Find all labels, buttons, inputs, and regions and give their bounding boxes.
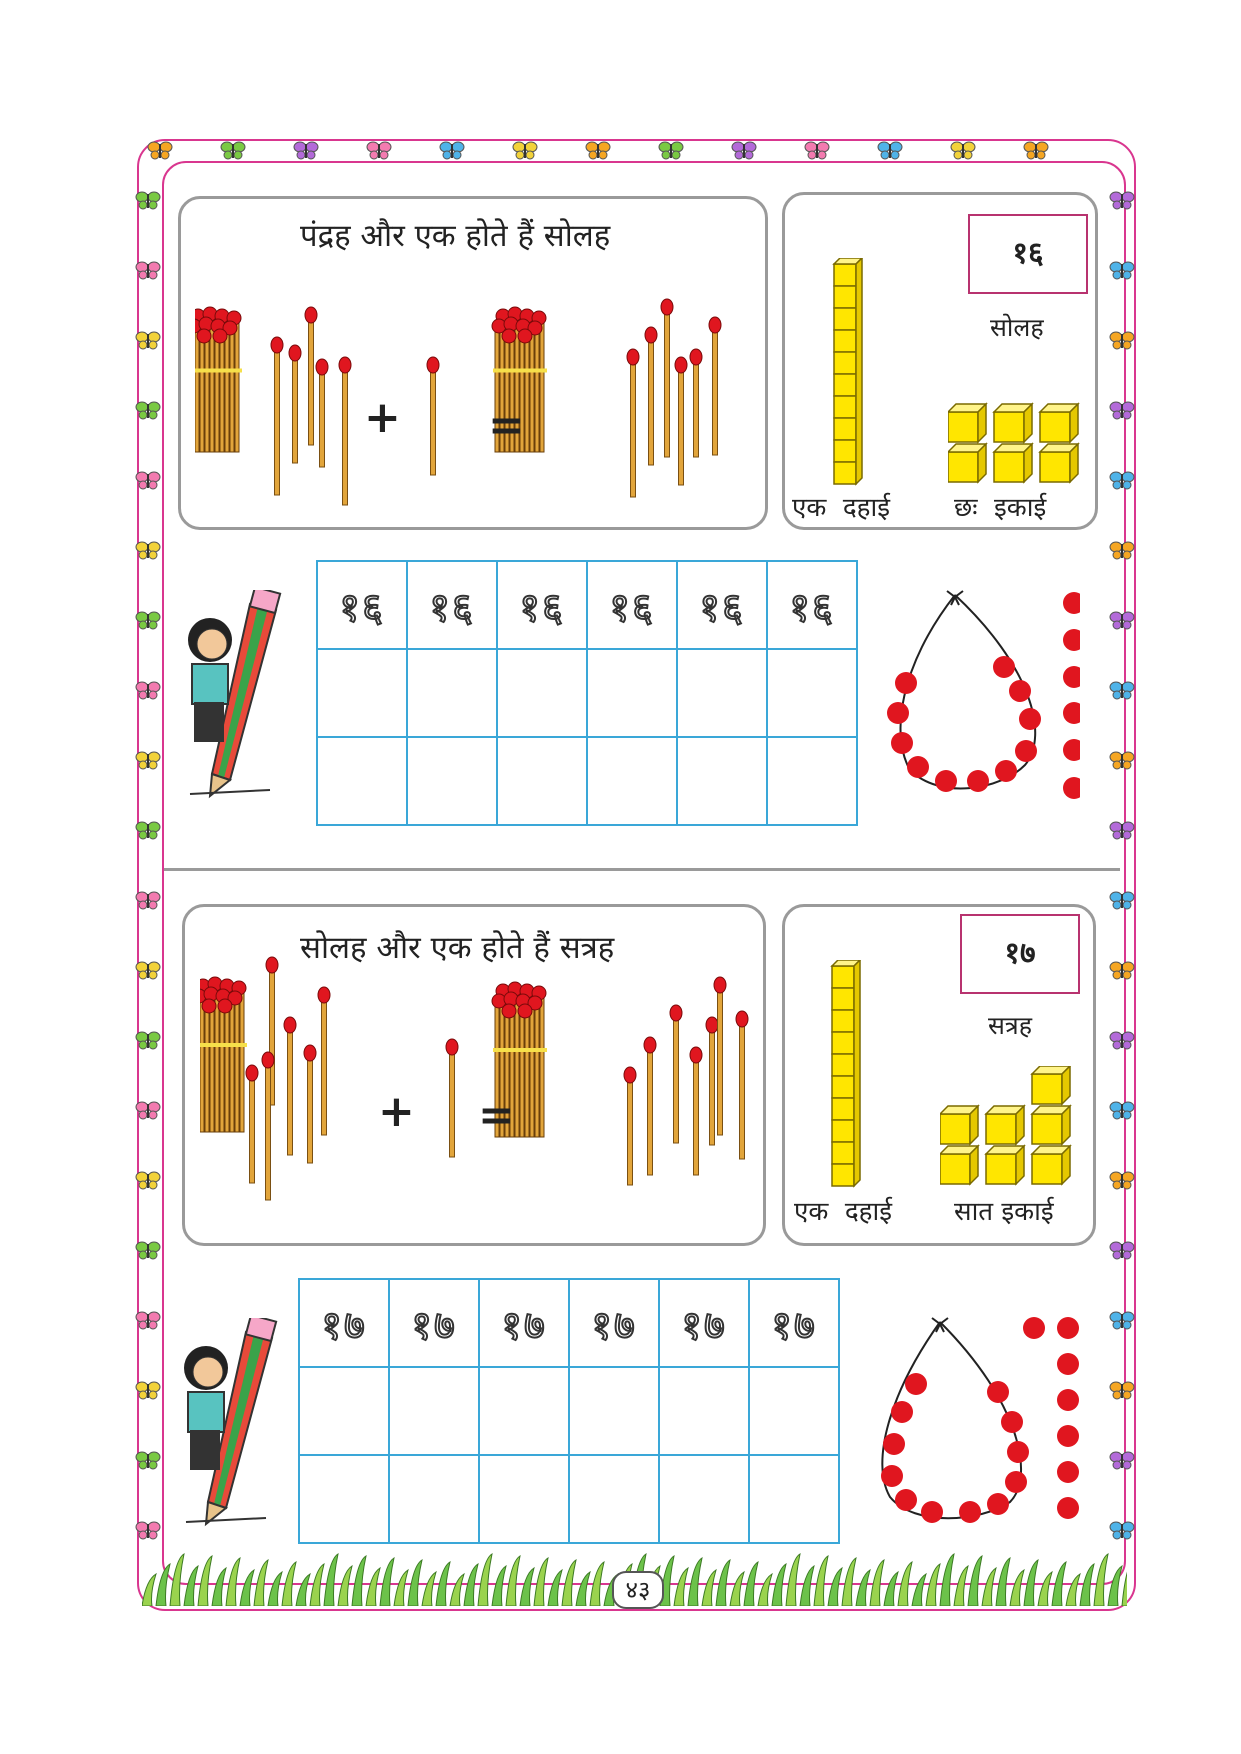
write-cell[interactable] bbox=[659, 1455, 749, 1543]
write-cell[interactable] bbox=[299, 1367, 389, 1455]
butterfly-icon bbox=[221, 142, 245, 159]
butterfly-icon bbox=[136, 332, 160, 349]
section1-girl-with-pencil bbox=[180, 590, 300, 800]
bead bbox=[891, 1401, 913, 1423]
butterfly-icon bbox=[513, 142, 537, 159]
section2-ten-rod bbox=[826, 960, 866, 1192]
write-cell[interactable] bbox=[389, 1455, 479, 1543]
write-cell[interactable] bbox=[389, 1367, 479, 1455]
butterfly-icon bbox=[732, 142, 756, 159]
butterfly-icon bbox=[1110, 962, 1134, 979]
matchstick bbox=[304, 1045, 316, 1163]
butterfly-icon bbox=[1110, 1522, 1134, 1539]
section2-number-word: सत्रह bbox=[988, 1011, 1032, 1040]
unit-cube bbox=[940, 1106, 978, 1144]
section1-loose-left bbox=[271, 307, 351, 505]
write-cell[interactable] bbox=[767, 649, 857, 737]
write-cell[interactable] bbox=[677, 649, 767, 737]
unit-cube bbox=[986, 1146, 1024, 1184]
section1-bundle-left bbox=[195, 307, 242, 452]
bead bbox=[883, 1433, 905, 1455]
write-cell[interactable] bbox=[497, 737, 587, 825]
traced-number: १७ bbox=[771, 1302, 817, 1349]
matchstick bbox=[661, 299, 673, 457]
matchstick-bundle bbox=[200, 977, 247, 1132]
butterfly-icon bbox=[1110, 192, 1134, 209]
butterfly-icon bbox=[1110, 1032, 1134, 1049]
butterfly-icon bbox=[136, 752, 160, 769]
butterfly-icon bbox=[136, 962, 160, 979]
butterfly-icon bbox=[367, 142, 391, 159]
butterfly-icon bbox=[586, 142, 610, 159]
write-cell[interactable] bbox=[659, 1367, 749, 1455]
butterfly-icon bbox=[1110, 1242, 1134, 1259]
butterfly-icon bbox=[136, 402, 160, 419]
write-cell[interactable] bbox=[479, 1455, 569, 1543]
matchstick-bundle bbox=[195, 307, 242, 452]
section1-matchsticks bbox=[195, 285, 755, 515]
bead bbox=[995, 760, 1017, 782]
butterfly-icon bbox=[136, 612, 160, 629]
butterfly-icon bbox=[1110, 612, 1134, 629]
matchstick bbox=[690, 349, 702, 457]
loose-bead bbox=[1023, 1317, 1045, 1339]
unit-cube bbox=[1032, 1146, 1070, 1184]
write-cell[interactable] bbox=[497, 649, 587, 737]
traced-number: १७ bbox=[321, 1302, 367, 1349]
bead bbox=[895, 1489, 917, 1511]
trace-cell bbox=[749, 1279, 839, 1367]
loose-bead bbox=[1057, 1425, 1079, 1447]
butterfly-icon bbox=[136, 682, 160, 699]
write-cell[interactable] bbox=[569, 1367, 659, 1455]
write-cell[interactable] bbox=[317, 737, 407, 825]
matchstick bbox=[645, 327, 657, 465]
matchstick bbox=[706, 1017, 718, 1145]
section2-loose-left bbox=[246, 957, 330, 1200]
traced-number: १७ bbox=[501, 1302, 547, 1349]
write-cell[interactable] bbox=[569, 1455, 659, 1543]
traced-number: १७ bbox=[411, 1302, 457, 1349]
bead bbox=[1005, 1471, 1027, 1493]
section2-tens-label: एक दहाई bbox=[794, 1197, 892, 1227]
traced-number: १६ bbox=[339, 584, 385, 631]
butterfly-icon bbox=[136, 1032, 160, 1049]
section2-single-stick bbox=[446, 1039, 458, 1157]
write-cell[interactable] bbox=[587, 649, 677, 737]
traced-number: १६ bbox=[609, 584, 655, 631]
bead bbox=[1001, 1411, 1023, 1433]
trace-cell bbox=[767, 561, 857, 649]
write-cell[interactable] bbox=[479, 1367, 569, 1455]
section1-loose-right bbox=[627, 299, 721, 497]
matchstick bbox=[709, 317, 721, 455]
bead bbox=[907, 756, 929, 778]
matchstick bbox=[316, 359, 328, 467]
section1-number-word: सोलह bbox=[990, 313, 1044, 342]
bead bbox=[987, 1381, 1009, 1403]
unit-cube bbox=[1040, 444, 1078, 482]
section2-ones-label: सात इकाई bbox=[954, 1197, 1054, 1227]
write-cell[interactable] bbox=[299, 1455, 389, 1543]
unit-cube bbox=[994, 444, 1032, 482]
trace-cell bbox=[479, 1279, 569, 1367]
matchstick bbox=[624, 1067, 636, 1185]
section-divider bbox=[164, 868, 1120, 871]
traced-number: १७ bbox=[591, 1302, 637, 1349]
section1-unit-cubes bbox=[948, 400, 1088, 484]
butterfly-icon bbox=[1110, 472, 1134, 489]
butterfly-icon bbox=[1024, 142, 1048, 159]
section1-ones-label: छः इकाई bbox=[954, 493, 1047, 523]
bead bbox=[967, 770, 989, 792]
butterfly-icon bbox=[136, 1102, 160, 1119]
butterfly-icon bbox=[136, 472, 160, 489]
butterfly-icon bbox=[136, 892, 160, 909]
bead bbox=[935, 770, 957, 792]
section2-bead-necklace bbox=[870, 1312, 1090, 1534]
butterfly-icon bbox=[805, 142, 829, 159]
matchstick bbox=[284, 1017, 296, 1155]
loose-bead bbox=[1063, 777, 1080, 799]
bead bbox=[921, 1501, 943, 1523]
section2-loose-right bbox=[624, 977, 748, 1185]
bead bbox=[987, 1493, 1009, 1515]
bead bbox=[881, 1465, 903, 1487]
butterfly-icon bbox=[1110, 542, 1134, 559]
trace-cell bbox=[659, 1279, 749, 1367]
section1-tens-label: एक दहाई bbox=[792, 493, 890, 523]
unit-cube bbox=[1040, 404, 1078, 442]
section2-girl-with-pencil bbox=[176, 1318, 296, 1528]
loose-bead bbox=[1057, 1389, 1079, 1411]
butterfly-icon bbox=[1110, 1382, 1134, 1399]
section1-equals: = bbox=[488, 400, 525, 451]
butterfly-icon bbox=[136, 1312, 160, 1329]
loose-bead bbox=[1063, 592, 1080, 614]
loose-bead bbox=[1057, 1461, 1079, 1483]
loose-bead bbox=[1057, 1497, 1079, 1519]
butterfly-icon bbox=[1110, 892, 1134, 909]
section1-ten-rod bbox=[828, 258, 868, 490]
traced-number: १७ bbox=[681, 1302, 727, 1349]
butterfly-icon bbox=[1110, 1102, 1134, 1119]
loose-bead bbox=[1063, 666, 1080, 688]
butterfly-icon bbox=[951, 142, 975, 159]
butterfly-icon bbox=[659, 142, 683, 159]
write-cell[interactable] bbox=[587, 737, 677, 825]
trace-cell bbox=[317, 561, 407, 649]
matchstick bbox=[446, 1039, 458, 1157]
trace-cell bbox=[497, 561, 587, 649]
butterfly-icon bbox=[878, 142, 902, 159]
loose-bead bbox=[1057, 1353, 1079, 1375]
butterfly-icon bbox=[136, 1452, 160, 1469]
matchstick bbox=[271, 337, 283, 495]
butterfly-icon bbox=[136, 542, 160, 559]
matchstick bbox=[318, 987, 330, 1135]
write-cell[interactable] bbox=[677, 737, 767, 825]
bead bbox=[959, 1501, 981, 1523]
bead bbox=[1007, 1441, 1029, 1463]
page-number: ४३ bbox=[612, 1571, 664, 1609]
traced-number: १६ bbox=[789, 584, 835, 631]
trace-cell bbox=[569, 1279, 659, 1367]
write-cell[interactable] bbox=[767, 737, 857, 825]
trace-cell bbox=[587, 561, 677, 649]
butterfly-icon bbox=[148, 142, 172, 159]
bead bbox=[1019, 708, 1041, 730]
matchstick bbox=[627, 349, 639, 497]
trace-cell bbox=[407, 561, 497, 649]
loose-bead bbox=[1063, 739, 1080, 761]
section1-tracing-grid bbox=[316, 560, 858, 826]
write-cell[interactable] bbox=[407, 649, 497, 737]
matchstick bbox=[427, 357, 439, 475]
unit-cube bbox=[940, 1146, 978, 1184]
matchstick bbox=[644, 1037, 656, 1175]
traced-number: १६ bbox=[519, 584, 565, 631]
loose-bead bbox=[1063, 702, 1080, 724]
trace-cell bbox=[677, 561, 767, 649]
butterfly-icon bbox=[294, 142, 318, 159]
butterfly-icon bbox=[1110, 1312, 1134, 1329]
section2-bundle-left bbox=[200, 977, 247, 1132]
matchstick bbox=[289, 345, 301, 463]
write-cell[interactable] bbox=[749, 1455, 839, 1543]
unit-cube bbox=[986, 1106, 1024, 1144]
loose-bead bbox=[1063, 629, 1080, 651]
section2-title: सोलह और एक होते हैं सत्रह bbox=[300, 930, 615, 966]
matchstick bbox=[714, 977, 726, 1135]
butterfly-icon bbox=[1110, 332, 1134, 349]
matchstick bbox=[305, 307, 317, 445]
butterfly-icon bbox=[1110, 1172, 1134, 1189]
section2-plus: + bbox=[378, 1086, 415, 1137]
bead bbox=[905, 1373, 927, 1395]
bead bbox=[1015, 740, 1037, 762]
butterfly-icon bbox=[136, 1172, 160, 1189]
matchstick bbox=[736, 1011, 748, 1159]
section2-equals: = bbox=[478, 1090, 515, 1141]
bead bbox=[1009, 680, 1031, 702]
butterfly-icon bbox=[136, 192, 160, 209]
write-cell[interactable] bbox=[749, 1367, 839, 1455]
matchstick bbox=[670, 1005, 682, 1143]
section2-tracing-grid bbox=[298, 1278, 840, 1544]
bead bbox=[993, 656, 1015, 678]
unit-cube bbox=[1032, 1066, 1070, 1104]
butterfly-icon bbox=[1110, 262, 1134, 279]
matchstick bbox=[690, 1047, 702, 1175]
butterfly-icon bbox=[440, 142, 464, 159]
matchstick bbox=[339, 357, 351, 505]
matchstick bbox=[675, 357, 687, 485]
unit-cube bbox=[1032, 1106, 1070, 1144]
unit-cube bbox=[948, 404, 986, 442]
butterfly-icon bbox=[1110, 752, 1134, 769]
traced-number: १६ bbox=[429, 584, 475, 631]
butterfly-icon bbox=[136, 262, 160, 279]
butterfly-icon bbox=[1110, 822, 1134, 839]
write-cell[interactable] bbox=[407, 737, 497, 825]
matchstick bbox=[246, 1065, 258, 1183]
section1-single-stick bbox=[427, 357, 439, 475]
bead bbox=[895, 672, 917, 694]
loose-bead bbox=[1057, 1317, 1079, 1339]
unit-cube bbox=[994, 404, 1032, 442]
butterfly-icon bbox=[136, 1522, 160, 1539]
butterfly-icon bbox=[1110, 402, 1134, 419]
butterfly-icon bbox=[1110, 682, 1134, 699]
butterfly-icon bbox=[136, 1242, 160, 1259]
section1-bead-necklace bbox=[880, 585, 1080, 807]
unit-cube bbox=[948, 444, 986, 482]
trace-cell bbox=[389, 1279, 479, 1367]
section2-unit-cubes bbox=[940, 1066, 1080, 1186]
butterfly-icon bbox=[1110, 1452, 1134, 1469]
trace-cell bbox=[299, 1279, 389, 1367]
write-cell[interactable] bbox=[317, 649, 407, 737]
section1-number-box: १६ bbox=[968, 214, 1088, 294]
bead bbox=[887, 702, 909, 724]
bead bbox=[891, 732, 913, 754]
butterfly-icon bbox=[136, 1382, 160, 1399]
traced-number: १६ bbox=[699, 584, 745, 631]
butterfly-icon bbox=[136, 822, 160, 839]
section1-plus: + bbox=[364, 392, 401, 443]
section2-number-box: १७ bbox=[960, 914, 1080, 994]
section1-title: पंद्रह और एक होते हैं सोलह bbox=[300, 218, 611, 254]
